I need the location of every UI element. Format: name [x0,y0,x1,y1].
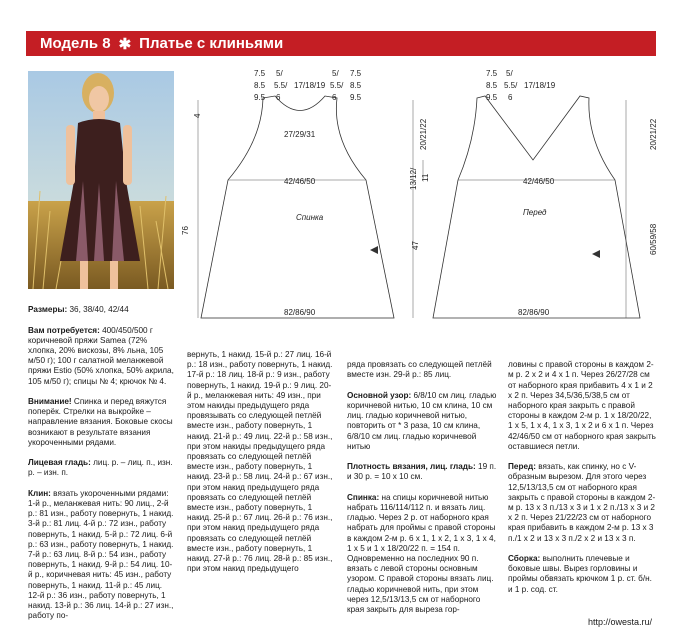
front-dim: 7.5 [486,69,498,78]
front-total: 60/59/58 [649,223,658,255]
back-dim: 6 [332,93,337,102]
front-side: 47 [411,241,420,250]
para: ловины с правой стороны в каждом 2-м р. 2 х 2 и 4 х 1 п. Через 26/27/28 см от наборного края прибавить 4 х 1 и 2 х 2 п. Через 34,5/36,5/38,5 см от наборного края закрыть с правой стороны в каждом 2-м р. 1 х 18/20/22, 1 х 5, 1 х 4, 1 х 3, 1 х 2 и 6 х 1 п. Через 42/46/50 см от наборного края закрыть оставшиеся петли. [508,360,656,451]
text-column-2: вернуть, 1 накид. 15-й р.: 27 лиц. 16-й р.: 18 изн., работу повернуть, 1 накид. 17-й р.: 18 лиц. 18-й р.: 9 изн., работу повернуть, 1 накид. 19-й р.: 9 лиц. 20-й р., меланжевая нить: 49 изн., при этом накиды предыдущего ряда провязывать со следующей петлёй вместе изн., работу повернуть, 1 накид. 21-й р.: 49 лиц. 22-й р.: 58 изн., при этом накиды предыдущего ряда провязать со следующей петлёй вместе изн., работу повернуть, 1 накид. 23-й р.: 58 лиц. 24-й р.: 67 изн., при этом накид предыдущего ряда провязать со следующей петлёй вместе изн., работу повернуть, 1 накид. 25-й р.: 67 лиц. 26-й р.: 76 изн., при этом накид предыдущего ряда провязать со следующей петлёй вместе изн., работу повернуть, 1 накид. 27-й р.: 76 лиц. 28-й р.: 85 изн., при этом накид предыдущего [187,350,333,574]
back-dim: 5/ [276,69,283,78]
para: Плотность вязания, лиц. гладь: 19 п. и 30 р. = 10 х 10 см. [347,462,497,482]
back-neck: 27/29/31 [284,130,316,139]
front-bust: 42/46/50 [523,177,555,186]
arrow-icon [592,250,600,258]
back-hem: 82/86/90 [284,308,316,317]
back-shoulder: 4 [193,113,202,118]
front-dim: 6 [508,93,513,102]
model-number: Модель 8 [40,35,111,52]
back-dim: 7.5 [254,69,266,78]
para: Внимание! Спинка и перед вяжутся поперёк. Стрелки на выкройке – направление вязания. Боковые скосы возникают в результате вязания укороченными рядами. [28,397,173,447]
watermark-url: http://owesta.ru/ [588,617,653,627]
para: Размеры: 36, 38/40, 42/44 [28,305,129,315]
back-dim: 9.5 [254,93,266,102]
back-dim: 5.5/ [330,81,344,90]
front-armhole2: 11 [421,173,430,182]
back-dim: 6 [276,93,281,102]
para: Вам потребуется: 400/450/500 г коричневой пряжи Samea (72% хлопка, 20% вискозы, 8% льна, 105 м/50 г); 100 г салатной меланжевой пряжи Estio (50% хлопка, 50% акрила, 105 м/50 г); спицы № 4; крючок № 4. [28,325,174,386]
front-outline [433,96,640,318]
para: Основной узор: 6/8/10 см лиц. гладью коричневой нитью, 10 см клина, 10 см лиц. гладью коричневой нитью, повторить от * 3 раза, 10 см клина, 6/8/10 см лиц. гладью коричневой нитью [347,390,497,451]
arrow-icon [370,246,378,254]
para: Спинка: на спицы коричневой нитью набрать 116/114/112 п. и вязать лиц. гладью. Через 2 р. от наборного края набрать для проймы с правой стороны в каждом 2-м р. 6 х 1, 1 х 2, 1 х 3, 1 х 4, 1 х 5 и 1 х 18/20/22 п. = 154 п. Одновременно на последних 90 п. вязать с левой стороны основным узором. С правой стороны вязать лиц. гладью коричневой нить, при этом через 12,5/13/13,5 см от наборного края закрыть для выреза гор- [347,492,496,615]
text-column-1 [28,295,176,632]
back-dim: 9.5 [350,93,362,102]
back-bust: 42/46/50 [284,177,316,186]
back-dim: 8.5 [254,81,266,90]
back-label: Спинка [296,213,324,222]
para: Перед: вязать, как спинку, но с V-образным вырезом. Для этого через 12,5/13/13,5 см от наборного края закрыть с правой стороны в каждом 2-м р. 13 х 3 п./13 х 3 и 1 х 2 п./13 х 3 и 2 х 2 п. Через 21/22/23 см от наборного края прибавить в каждом 2-м р. 13 х 3 п./1 х 2 и 13 х 3 п./2 х 2 и 13 х 3 п. [508,462,656,543]
back-dim: 7.5 [350,69,362,78]
front-label: Перед [523,208,547,217]
front-armhole: 13/12/ [409,167,418,190]
front-dim: 5.5/ [504,81,518,90]
text-column-3 [347,350,497,625]
front-dim: 8.5 [486,81,498,90]
front-v-depth: 20/21/22 [419,118,428,150]
front-shoulder: 20/21/22 [649,118,658,150]
para: Клин: вязать укороченными рядами: 1-й р., меланжевая нить: 90 лиц., 2-й р.: 81 изн., работу повернуть, 1 накид. 3-й р.: 81 лиц. 4-й р.: 72 изн., работу повернуть, 1 накид. 5-й р.: 72 лиц. 6-й р.: 63 изн., работу повернуть, 1 накид. 7-й р.: 63 лиц. 8-й р.: 54 изн., работу повернуть, 1 накид. 9-й р.: 54 лиц. 10-й р., коричневая нить: 45 изн., работу повернуть, 1 накид. 11-й р.: 45 лиц. 12-й р.: 36 изн., работу повернуть, 1 накид. 13-й р.: 36 лиц. 14-й р.: 27 изн., работу по- [28,488,174,621]
para: ряда провязать со следующей петлёй вместе изн. 29-й р.: 85 лиц. [347,360,492,380]
back-dim: 8.5 [350,81,362,90]
para: Сборка: выполнить плечевые и боковые швы. Вырез горловины и проймы обвязать крючком 1 р. ст. б/н. и 1 р. сод. ст. [508,554,652,594]
page-title: Платье с клиньями [139,35,284,52]
front-hem: 82/86/90 [518,308,550,317]
para: Лицевая гладь: лиц. р. – лиц. п., изн. р. – изн. п. [28,458,173,478]
back-dim: 5/ [332,69,339,78]
text-column-4 [508,350,658,605]
back-dim: 5.5/ [274,81,288,90]
front-dim: 5/ [506,69,513,78]
back-dim: 17/18/19 [294,81,326,90]
star-icon: ✱ [118,35,132,53]
front-dim: 9.5 [486,93,498,102]
back-height: 76 [181,226,190,235]
front-dim: 17/18/19 [524,81,556,90]
